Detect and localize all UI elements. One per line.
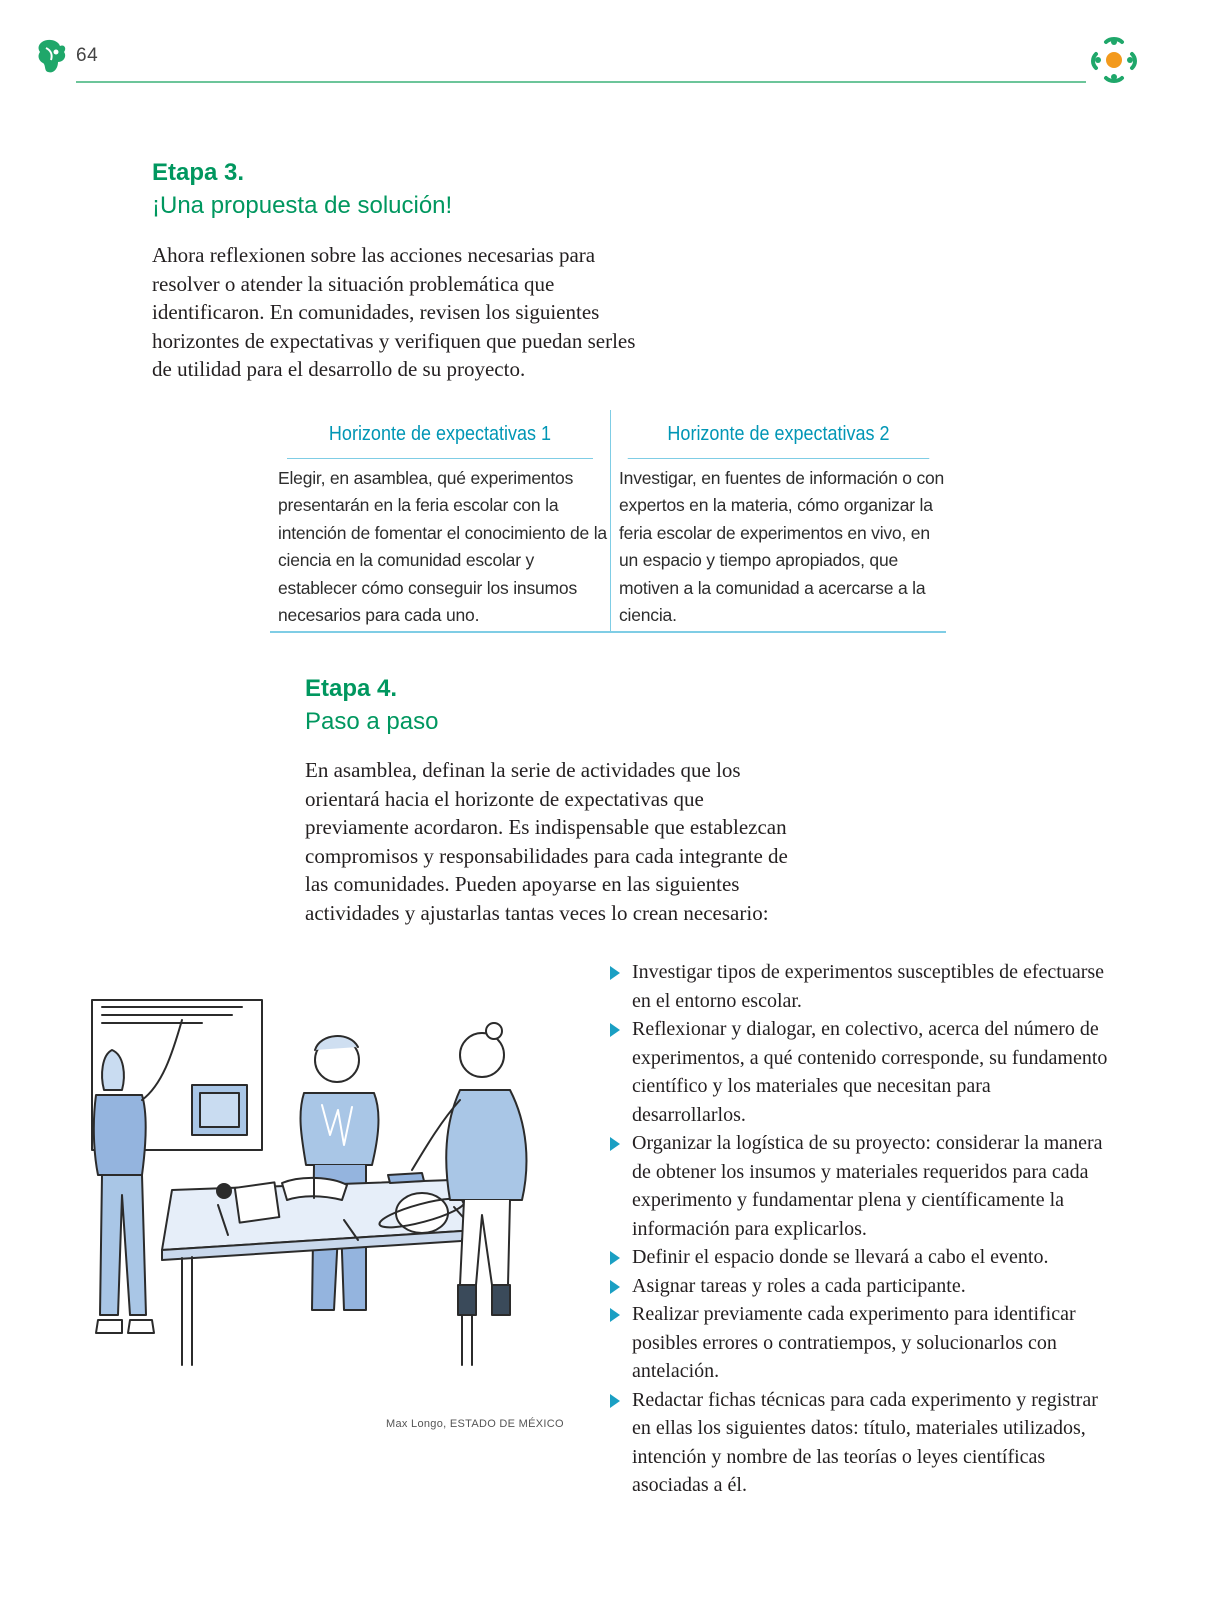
bullet-arrow-icon [610, 966, 620, 980]
list-item [608, 1300, 1108, 1386]
list-item [608, 958, 1108, 1015]
expectations-table [270, 410, 946, 632]
list-item [608, 1129, 1108, 1243]
section-logo-icon [36, 38, 68, 76]
list-item [608, 1272, 1108, 1301]
bullet-arrow-icon [610, 1137, 620, 1151]
expectations-header-2: Horizonte de expectativas 2 [628, 410, 930, 459]
bullet-arrow-icon [610, 1308, 620, 1322]
bullet-arrow-icon [610, 1394, 620, 1408]
expectations-column-1 [270, 410, 610, 632]
stage3-number: Etapa 3. [152, 159, 245, 186]
header-divider [76, 81, 1086, 83]
illustration-credit: Max Longo, ESTADO DE MÉXICO [386, 1418, 564, 1430]
stage4-subtitle: Paso a paso [305, 708, 439, 735]
activity-text: Reflexionar y dialogar, en colectivo, acerca del número de experimentos, a qué contenido corresponde, su fundamento científico y los materiales que necesitan para desarrollarlos. [632, 1018, 1108, 1126]
page-number: 64 [76, 45, 99, 66]
expectations-header-1: Horizonte de expectativas 1 [287, 410, 593, 459]
activity-text: Organizar la logística de su proyecto: considerar la manera de obtener los insumos y materiales requeridos para cada experimento y fundamentar plena y científicamente la información para explicarlos. [632, 1132, 1103, 1240]
table-bottom-rule [270, 631, 946, 633]
bullet-arrow-icon [610, 1251, 620, 1265]
stage4-paragraph: En asamblea, definan la serie de actividades que los orientará hacia el horizonte de expectativas que previamente acordaron. Es indispensable que establezcan compromisos y responsabilidades para cada integrante de las comunidades. Pueden apoyarse en las siguientes actividades y ajustarlas tantas veces lo crean necesario: [305, 758, 788, 925]
activity-text: Asignar tareas y roles a cada participante. [632, 1274, 966, 1297]
activities-list [608, 958, 1108, 1500]
stage4-heading [305, 672, 438, 738]
expectations-body-2: Investigar, en fuentes de información o con expertos en la materia, cómo organizar la feria escolar de experimentos en vivo, en un espacio y tiempo apropiados, que motiven a la comunidad a acercarse a la ciencia. [619, 468, 945, 626]
list-item [608, 1243, 1108, 1272]
bullet-arrow-icon [610, 1023, 620, 1037]
activity-text: Realizar previamente cada experimento para identificar posibles errores o contratiempos, y solucionarlos con antelación. [632, 1303, 1076, 1382]
bullet-arrow-icon [610, 1280, 620, 1294]
list-item [608, 1015, 1108, 1129]
activity-text: Definir el espacio donde se llevará a cabo el evento. [632, 1246, 1049, 1268]
expectations-body-1: Elegir, en asamblea, qué experimentos presentarán en la feria escolar con la intención de fomentar el conocimiento de la ciencia en la comunidad escolar y establecer cómo conseguir los insumos necesarios para cada uno. [278, 468, 607, 626]
stage3-paragraph: Ahora reflexionen sobre las acciones necesarias para resolver o atender la situación problemática que identificaron. En comunidades, revisen los siguientes horizontes de expectativas y verifiquen que puedan serles de utilidad para el desarrollo de su proyecto. [152, 243, 636, 381]
stage3-heading [152, 156, 452, 222]
activity-text: Redactar fichas técnicas para cada experimento y registrar en ellas los siguientes datos: título, materiales utilizados, intención y nombre de las teorías o leyes científicas asociadas a él. [632, 1388, 1098, 1496]
community-emblem-icon [1088, 34, 1140, 86]
stage4-number: Etapa 4. [305, 675, 398, 702]
stage3-subtitle: ¡Una propuesta de solución! [152, 192, 453, 219]
activity-text: Investigar tipos de experimentos susceptibles de efectuarse en el entorno escolar. [632, 961, 1105, 1012]
expectations-column-2 [611, 410, 946, 632]
students-experiment-illustration [82, 995, 552, 1390]
list-item [608, 1386, 1108, 1500]
